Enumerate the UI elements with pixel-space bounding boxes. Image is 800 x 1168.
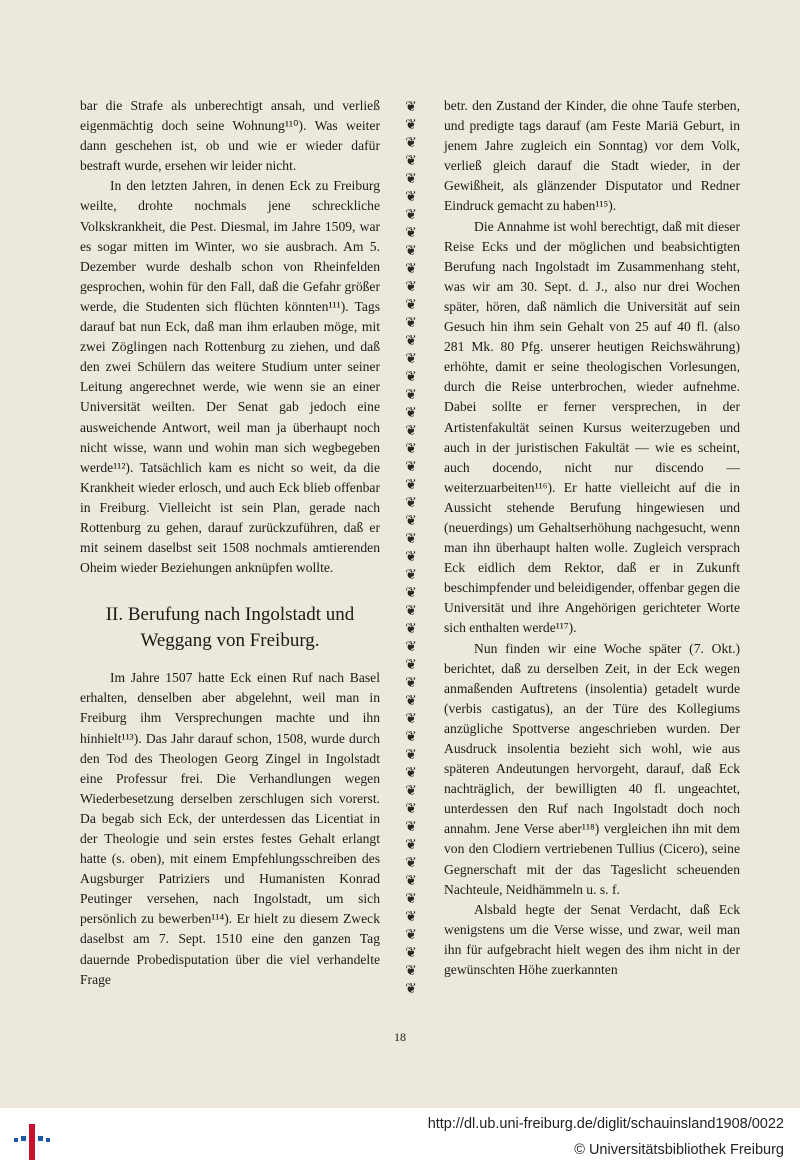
ornamental-column-divider [402, 98, 420, 996]
right-paragraph-2: Die Annahme ist wohl berechtigt, daß mit dieser Reise Ecks und der möglichen und beabsichtigten Berufung nach Ingolstadt im Zusammenhang steht, was wir am 30. Sept. d. J., also nur drei Wochen später, hören, daß nämlich die Universität auf sein Gesuch hin ihm sein Gehalt von 25 auf 40 fl. (also 281 Mk. 80 Pfg. unserer heutigen Reichswährung) erhöhte, damit er seine theologischen Vorlesungen, durch die Reise unterbrochen, wieder aufnehme. Dabei sollte er ferner versprechen, in der Artistenfakultät seinen Kursus weiterzugeben und auch in der juristischen Fakultät — wie es scheint, auch docendo, nicht nur discendo — weiterzuarbeiten¹¹⁶). Er hatte vielleicht auf die in Aussicht stehende Berufung hingewiesen und (neuerdings) um Gehaltserhöhung nachgesucht, wenn man ihn überhaupt halten wolle. Zugleich versprach Eck eidlich dem Rektor, daß er in Zukunft beschimpfender und beleidigender, offenbar gegen die Universität und ihre Angehörigen gerichteter Worte sich enthalten werde¹¹⁷). [444, 218, 740, 636]
ornament-glyph: ❦ [405, 783, 417, 799]
ornament-glyph: ❦ [405, 207, 417, 223]
ornament-glyph: ❦ [405, 225, 417, 241]
ornament-glyph: ❦ [405, 351, 417, 367]
right-paragraph-1: betr. den Zustand der Kinder, die ohne Taufe sterben, und predigte tags darauf (am Feste Mariä Geburt, in jenem Jahre zugleich ein Sonntag) vor dem Volk, verließ gleich darauf die Stadt wieder, in der Gewißheit, als glänzender Disputator und Redner Eindruck gemacht zu haben¹¹⁵). [444, 98, 740, 214]
ornament-glyph: ❦ [405, 315, 417, 331]
page-number: 18 [394, 1030, 406, 1044]
ornament-glyph: ❦ [405, 621, 417, 637]
ornament-glyph: ❦ [405, 261, 417, 277]
section-heading-line-1: II. Berufung nach Ingolstadt und [105, 604, 355, 626]
ornament-glyph: ❦ [405, 729, 417, 745]
ub-freiburg-logo-icon[interactable] [12, 1120, 52, 1162]
left-paragraph-3: Im Jahre 1507 hatte Eck einen Ruf nach Basel erhalten, denselben aber abgelehnt, weil man in Freiburg ihm Versprechungen machte und ihn hinhielt¹¹³). Das Jahr darauf schon, 1508, wurde durch den Tod des Theologen Georg Zingel in Ingolstadt eine Professur frei. Die Verhandlungen wegen Wiederbesetzung derselben zerschlugen sich vorerst. Da begab sich Eck, der unterdessen das Licentiat in der Theologie und sein erstes festes Gehalt erlangt hatte (s. oben), mit einem Empfehlungsschreiben des Augsburger Patriziers und Humanisten Konrad Peutinger versehen, nach Ingolstadt, um sich persönlich zu bewerben¹¹⁴). Er hielt zu diesem Zweck daselbst am 7. Sept. 1510 eine den ganzen Tag dauernde Probedisputation über die viel verhandelte Frage [80, 670, 380, 987]
ornament-glyph: ❦ [405, 513, 417, 529]
ornament-glyph: ❦ [405, 819, 417, 835]
source-url-link[interactable]: http://dl.ub.uni-freiburg.de/diglit/schauinsland1908/0022 [427, 1116, 784, 1132]
viewer-footer [0, 1108, 800, 1168]
ornament-glyph: ❦ [405, 693, 417, 709]
ornament-glyph: ❦ [405, 405, 417, 421]
right-paragraph-4: Alsbald hegte der Senat Verdacht, daß Eck wenigstens um die Verse wisse, und zwar, weil man ihn für aufgebracht hielt wegen des ihm nicht in der gewünschten Höhe zuerkannten [444, 901, 740, 978]
ornament-glyph: ❦ [405, 891, 417, 907]
ornament-glyph: ❦ [405, 963, 417, 979]
ornament-glyph: ❦ [405, 747, 417, 763]
ornament-glyph: ❦ [405, 441, 417, 457]
ornament-glyph: ❦ [405, 495, 417, 511]
ornament-glyph: ❦ [405, 801, 417, 817]
ornament-glyph: ❦ [405, 639, 417, 655]
ornament-glyph: ❦ [405, 153, 417, 169]
section-heading [80, 602, 380, 654]
ornament-glyph: ❦ [405, 765, 417, 781]
ornament-glyph: ❦ [405, 585, 417, 601]
ornament-glyph: ❦ [405, 423, 417, 439]
ornament-glyph: ❦ [405, 855, 417, 871]
right-paragraph-3: Nun finden wir eine Woche später (7. Okt.) berichtet, daß zu derselben Zeit, in der Eck wegen anmaßenden Auftretens (insolentia) getadelt wurde (verbis castigatus), an der Türe des Kollegiums anzügliche Spottverse angeschrieben wurden. Der Ausdruck insolentia bezieht sich wohl, wie aus späteren Andeutungen hervorgeht, darauf, daß Eck nachträglich, der bewilligten 40 fl. ungeachtet, unterdessen den Ruf nach Ingolstadt doch noch annahm. Jene Verse aber¹¹⁸) vergleichen ihn mit dem von den Clodiern vertriebenen Tullius (Cicero), seine Gegnerschaft mit der das Tageslicht scheuenden Nachteule, Neidhämmeln u. s. f. [444, 640, 740, 897]
ornament-glyph: ❦ [405, 837, 417, 853]
ornament-glyph: ❦ [405, 675, 417, 691]
copyright-notice: © Universitätsbibliothek Freiburg [574, 1142, 784, 1158]
ornament-glyph: ❦ [405, 531, 417, 547]
ornament-glyph: ❦ [405, 459, 417, 475]
ornament-glyph: ❦ [405, 981, 417, 996]
section-heading-line-2: Weggang von Freiburg. [140, 630, 320, 652]
ornament-glyph: ❦ [405, 387, 417, 403]
ornament-glyph: ❦ [405, 873, 417, 889]
ornament-glyph: ❦ [405, 117, 417, 133]
right-text-column [444, 96, 740, 980]
ornament-glyph: ❦ [405, 279, 417, 295]
left-text-column [80, 96, 380, 990]
ornament-glyph: ❦ [405, 297, 417, 313]
ornament-glyph: ❦ [405, 135, 417, 151]
ornament-glyph: ❦ [405, 369, 417, 385]
ornament-glyph: ❦ [405, 189, 417, 205]
ornament-glyph: ❦ [405, 711, 417, 727]
left-paragraph-1: bar die Strafe als unberechtigt ansah, und verließ eigenmächtig doch seine Wohnung¹¹⁰). Was weiter dann geschehen ist, ob und wie er wieder dafür bestraft wurde, ersehen wir leider nicht. [80, 98, 380, 174]
ornament-glyph: ❦ [405, 657, 417, 673]
left-paragraph-2: In den letzten Jahren, in denen Eck zu Freiburg weilte, drohte nochmals jene schreckliche Volkskrankheit, die Pest. Diesmal, im Jahre 1509, war es sogar mitten im Winter, wo sie ausbrach. Am 5. Dezember wurde deshalb schon von Rheinfelden gesprochen, wohin für den Fall, daß die Gefahr größer werde, die Studenten sich flüchten könnten¹¹¹). Tags darauf bat nun Eck, daß man ihm erlauben möge, mit zwei Zöglingen nach Rottenburg zu ziehen, und daß den zwei Schülern das weitere Studium unter seiner Leitung angerechnet werde, wie wenn sie an einer Universität weilten. Der Senat gab jedoch eine ausweichende Antwort, weil man ja überhaupt noch nicht wisse, wann und wohin man sich wegbegeben werde¹¹²). Tatsächlich kam es nicht so weit, da die Krankheit wieder erlosch, und auch Eck blieb offenbar in Freiburg. Vielleicht ist sein Plan, gerade nach Rottenburg zu gehen, darauf zurückzuführen, daß er mit seinem daselbst seit 1508 nochmals amtierenden Oheim wieder Beziehungen anknüpfen wollte. [80, 178, 380, 576]
ornament-glyph: ❦ [405, 927, 417, 943]
ornament-glyph: ❦ [405, 243, 417, 259]
ornament-glyph: ❦ [405, 99, 417, 115]
ornament-glyph: ❦ [405, 909, 417, 925]
ornament-glyph: ❦ [405, 171, 417, 187]
ornament-glyph: ❦ [405, 567, 417, 583]
ornament-glyph: ❦ [405, 333, 417, 349]
ornament-glyph: ❦ [405, 603, 417, 619]
ornament-glyph: ❦ [405, 477, 417, 493]
ornament-glyph: ❦ [405, 945, 417, 961]
ornament-glyph: ❦ [405, 549, 417, 565]
